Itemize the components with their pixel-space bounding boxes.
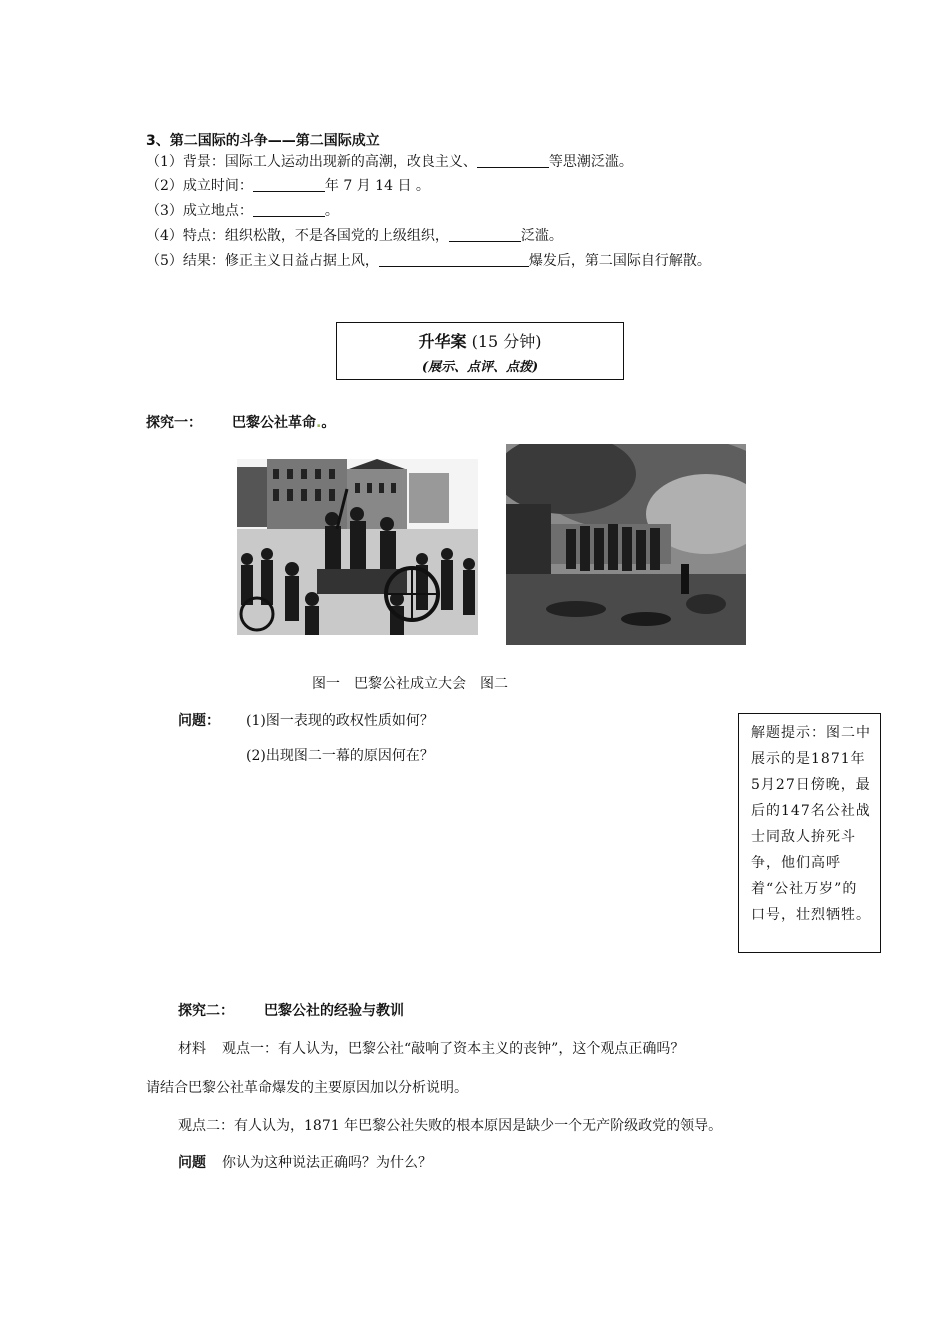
inquiry2-topic: 巴黎公社的经验与教训: [264, 1003, 404, 1019]
item-text: 。: [324, 203, 339, 219]
figure2-image: [506, 444, 746, 645]
duration-text: (15 分钟): [471, 332, 542, 351]
inquiry2-view1-continued: 请结合巴黎公社革命爆发的主要原因加以分析说明。: [146, 1080, 468, 1096]
fill-blank[interactable]: [253, 202, 325, 217]
accent-dot: .: [316, 415, 322, 431]
inquiry1-end: 。: [321, 415, 336, 431]
fill-blank[interactable]: [253, 177, 325, 192]
section3-item-2: [146, 175, 430, 197]
item-text: （1）背景：国际工人运动出现新的高潮，改良主义、: [146, 154, 477, 170]
inquiry1-topic: 巴黎公社革命: [232, 415, 316, 431]
material-label: 材料: [178, 1041, 206, 1057]
inquiry1-question-label: 问题：: [178, 713, 220, 729]
inquiry2-view2: 观点二：有人认为，1871 年巴黎公社失败的根本原因是缺少一个无产阶级政党的领导。: [178, 1118, 723, 1134]
item-text: 泛滥。: [520, 228, 563, 244]
item-text: 等思潮泛滥。: [548, 154, 633, 170]
section3-heading: 3、第二国际的斗争——第二国际成立: [146, 133, 380, 149]
title-text: 升华案: [418, 332, 467, 351]
figure1-image: [237, 459, 478, 635]
section3-item-4: [146, 225, 563, 247]
hint-box: [738, 713, 881, 953]
item-text: 年 7 月 14 日 。: [324, 178, 430, 194]
title-subtitle: (展示、点评、点拨): [421, 360, 539, 375]
inquiry1-question-1: (1)图一表现的政权性质如何？: [246, 713, 434, 729]
fill-blank[interactable]: [477, 153, 549, 168]
inquiry2-heading: [178, 1000, 404, 1020]
title-box: [336, 322, 624, 380]
inquiry2-question-label: 问题: [178, 1155, 206, 1171]
title-line: [337, 329, 623, 352]
item-text: （3）成立地点：: [146, 203, 253, 219]
inquiry1-label: 探究一：: [146, 415, 202, 431]
fill-blank[interactable]: [379, 252, 529, 267]
section3-item-5: [146, 250, 711, 272]
figure-caption: 图一 巴黎公社成立大会 图二: [312, 676, 508, 692]
inquiry2-label: 探究二：: [178, 1003, 234, 1019]
item-text: （5）结果：修正主义日益占据上风，: [146, 253, 379, 269]
inquiry2-question-text: 你认为这种说法正确吗？为什么？: [222, 1155, 432, 1171]
section3-item-1: [146, 151, 633, 173]
section3-item-3: [146, 200, 339, 222]
view1-text: 观点一：有人认为，巴黎公社“敲响了资本主义的丧钟”，这个观点正确吗？: [222, 1041, 685, 1057]
item-text: （4）特点：组织松散，不是各国党的上级组织，: [146, 228, 449, 244]
inquiry2-view1: [178, 1038, 684, 1058]
hint-text: 解题提示：图二中展示的是1871年5月27日傍晚，最后的147名公社战士同敌人拚死斗争，他们高呼着“公社万岁”的口号，壮烈牺牲。: [751, 725, 871, 923]
inquiry1-question-2: (2)出现图二一幕的原因何在？: [246, 748, 434, 764]
item-text: 爆发后，第二国际自行解散。: [528, 253, 711, 269]
inquiry1-heading: [146, 412, 335, 432]
fill-blank[interactable]: [449, 227, 521, 242]
inquiry2-question: [178, 1152, 432, 1172]
item-text: （2）成立时间：: [146, 178, 253, 194]
